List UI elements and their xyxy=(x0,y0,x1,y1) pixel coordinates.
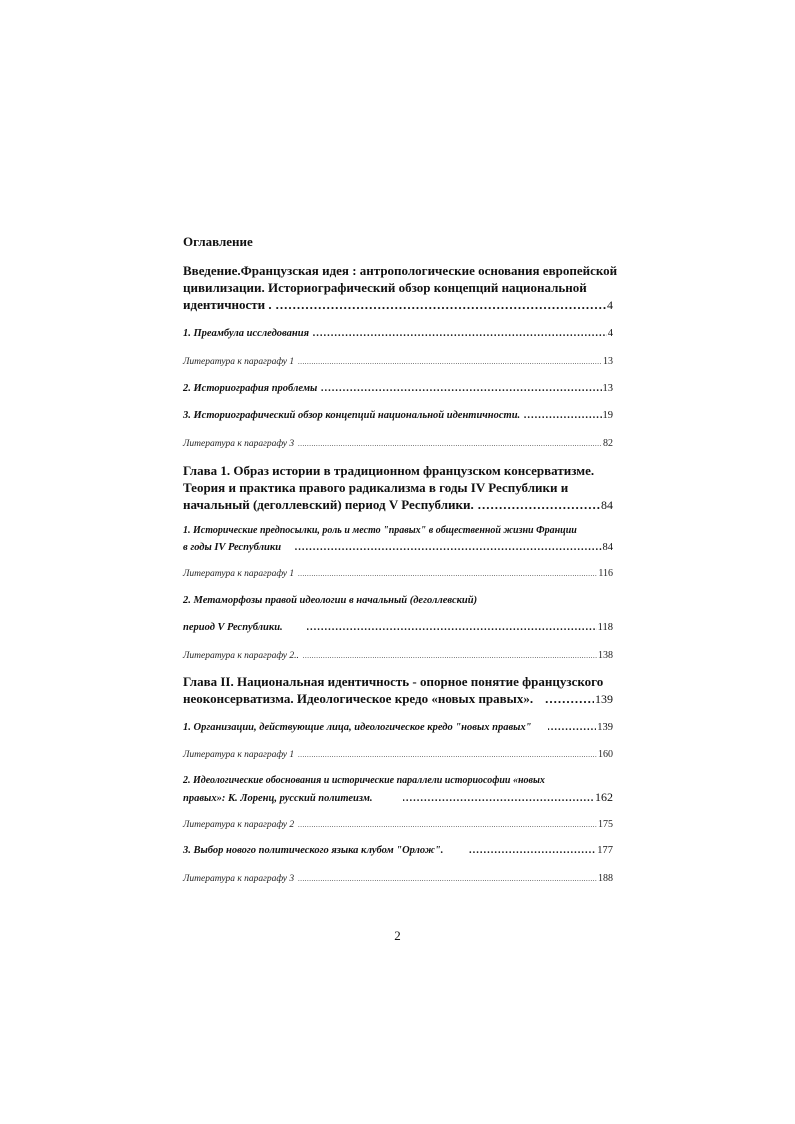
dot-leader xyxy=(548,719,597,736)
dot-leader xyxy=(313,325,607,342)
toc-entry-text-line: 2. Метаморфозы правой идеологии в начальный (деголлевский) xyxy=(183,595,478,606)
dot-leader xyxy=(403,790,594,807)
toc-entry-literature xyxy=(183,565,613,583)
dot-leader xyxy=(545,690,594,707)
toc-entry-section xyxy=(183,522,613,556)
toc-page-number: 84 xyxy=(601,498,613,512)
toc-entry-section xyxy=(183,842,613,859)
toc-entry-chapter-2 xyxy=(183,673,613,708)
toc-entry-title: 1. Организации, действующие лица, идеологическое кредо "новых правых" xyxy=(183,722,532,733)
toc-entry-text-line: 1. Исторические предпосылки, роль и место "правых" в общественной жизни Франции xyxy=(183,525,577,536)
dot-leader xyxy=(478,496,600,513)
dot-leader xyxy=(298,354,602,371)
toc-entry-section xyxy=(183,380,613,397)
dot-leader xyxy=(524,407,601,424)
page-number: 2 xyxy=(394,928,401,943)
toc-title: Оглавление xyxy=(183,234,253,249)
dot-leader xyxy=(321,380,601,397)
toc-entry-literature xyxy=(183,816,613,834)
toc-entry-title: 1. Преамбула исследования xyxy=(183,328,309,339)
toc-entry-literature xyxy=(183,647,613,665)
toc-entry-title: Литература к параграфу 2.. xyxy=(183,651,299,661)
dot-leader xyxy=(298,817,597,834)
toc-entry-title: 3. Историографический обзор концепций национальной идентичности. xyxy=(183,410,521,421)
toc-page-number: 177 xyxy=(597,845,613,856)
dot-leader xyxy=(303,648,597,665)
dot-leader xyxy=(298,436,602,453)
toc-entry-title: Литература к параграфу 2 xyxy=(183,820,295,830)
toc-page-number: 162 xyxy=(595,790,613,804)
toc-entry-text-line: в годы IV Республики xyxy=(183,542,282,553)
toc-page-number: 19 xyxy=(602,410,613,421)
dot-leader xyxy=(298,747,597,764)
toc-entry-title: 3. Выбор нового политического языка клубом "Орлож". xyxy=(183,845,444,856)
toc-entry-text-line: Теория и практика правого радикализма в годы IV Республики и xyxy=(183,480,569,495)
toc-entry-section xyxy=(183,407,613,424)
toc-entry-title: период V Республики. xyxy=(183,622,283,633)
dot-leader xyxy=(307,619,597,636)
dot-leader xyxy=(469,842,596,859)
toc-entry-section xyxy=(183,619,613,636)
toc-entry-literature xyxy=(183,435,613,453)
toc-entry-text-line: Глава II. Национальная идентичность - опорное понятие французского xyxy=(183,674,604,689)
toc-page-number: 188 xyxy=(598,873,613,884)
dot-leader xyxy=(276,296,606,313)
toc-page-number: 4 xyxy=(607,328,613,339)
toc-entry-title: Литература к параграфу 3 xyxy=(183,439,295,449)
toc-entry-introduction xyxy=(183,262,618,314)
toc-entry-literature xyxy=(183,746,613,764)
toc-entry-title: Литература к параграфу 3 xyxy=(183,874,295,884)
toc-page-number: 116 xyxy=(598,568,613,579)
toc-entry-text-line: начальный (деголлевский) период V Республики. xyxy=(183,497,474,512)
toc-entry-title: Литература к параграфу 1 xyxy=(183,357,295,367)
toc-page-number: 175 xyxy=(598,819,613,830)
toc-entry-literature xyxy=(183,353,613,371)
toc-page-number: 84 xyxy=(602,542,613,553)
toc-entry-section xyxy=(183,772,613,807)
toc-page-number: 138 xyxy=(598,650,613,661)
dot-leader xyxy=(298,566,597,583)
toc-entry-chapter-1 xyxy=(183,462,613,514)
toc-page-number: 4 xyxy=(607,298,613,312)
toc-page-number: 82 xyxy=(603,438,613,449)
toc-entry-title: 2. Историография проблемы xyxy=(183,383,318,394)
toc-page-number: 13 xyxy=(602,383,613,394)
dot-leader xyxy=(295,539,601,556)
toc-entry-text-line: неоконсерватизма. Идеологическое кредо «новых правых». xyxy=(183,691,534,706)
toc-entry-text-line: цивилизации. Историографический обзор концепций национальной xyxy=(183,280,587,295)
toc-entry-text-line: 2. Идеологические обоснования и исторические параллели историософии «новых xyxy=(183,775,545,786)
toc-entry-section-heading xyxy=(183,592,613,609)
toc-page-number: 13 xyxy=(603,356,613,367)
toc-entry-section xyxy=(183,719,613,736)
toc-entry-title: Литература к параграфу 1 xyxy=(183,569,295,579)
dot-leader xyxy=(298,871,597,888)
toc-entry-literature xyxy=(183,870,613,888)
toc-page-number: 160 xyxy=(598,749,613,760)
toc-entry-text-line: идентичности . xyxy=(183,297,272,312)
toc-entry-text-line: Глава 1. Образ истории в традиционном французском консерватизме. xyxy=(183,463,595,478)
toc-entry-text-line: Введение.Французская идея : антропологические основания европейской xyxy=(183,263,618,278)
toc-entry-text-line: правых»: К. Лоренц, русский политеизм. xyxy=(183,793,373,804)
toc-page-number: 139 xyxy=(595,692,613,706)
toc-entry-section xyxy=(183,325,613,342)
toc-page-number: 118 xyxy=(597,622,613,633)
toc-entry-title: Литература к параграфу 1 xyxy=(183,750,295,760)
toc-page-number: 139 xyxy=(597,722,613,733)
